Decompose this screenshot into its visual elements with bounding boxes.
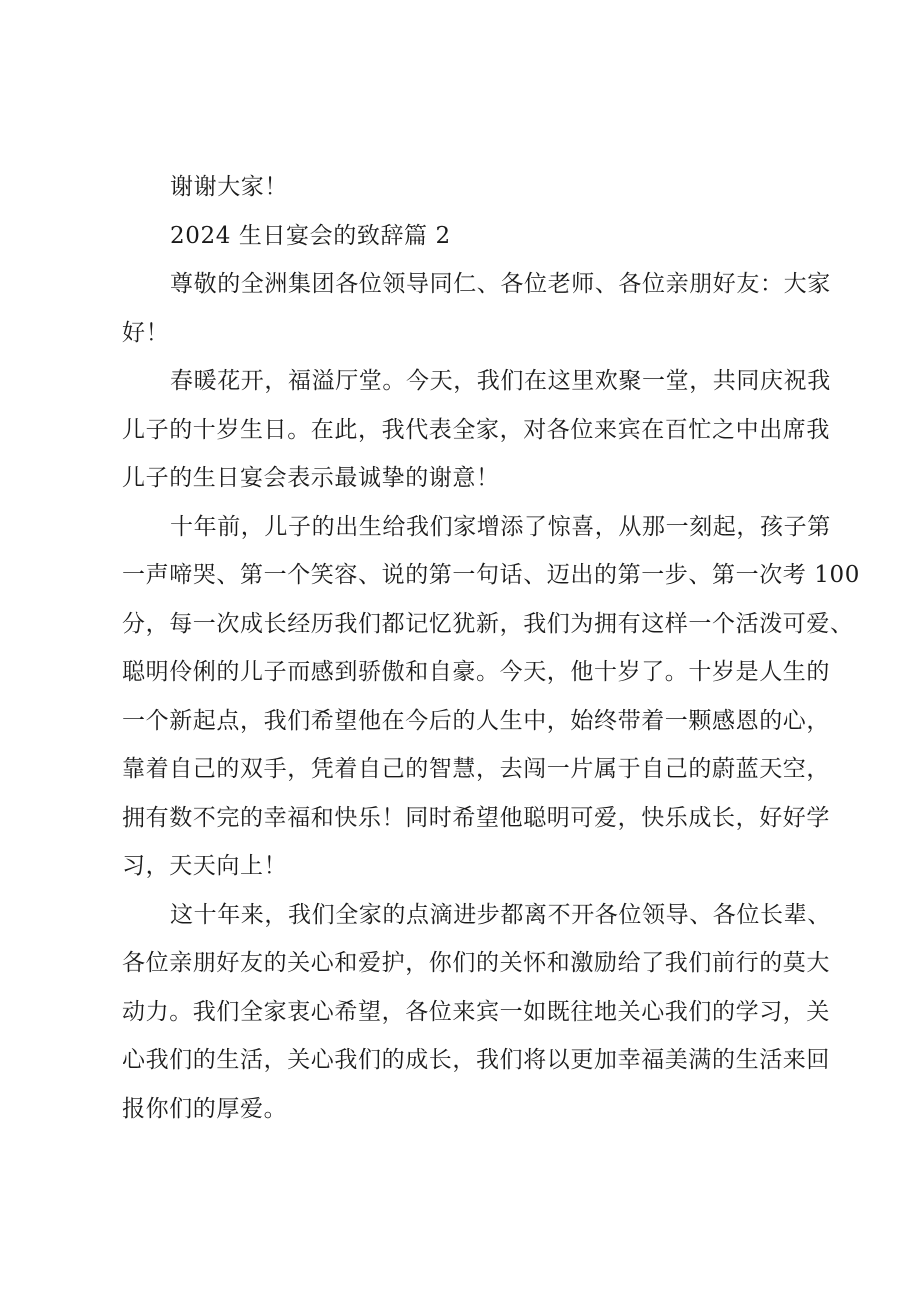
text-line: 尊敬的全洲集团各位领导同仁、各位老师、各位亲朋好友：大家 — [170, 271, 831, 297]
text-line: 各位亲朋好友的关心和爱护，你们的关怀和激励给了我们前行的莫大 — [122, 950, 830, 976]
text-line: 好！ — [122, 319, 170, 346]
text-line: 报你们的厚爱。 — [122, 1095, 288, 1122]
document-body — [122, 163, 861, 1133]
text-line: 这十年来，我们全家的点滴进步都离不开各位领导、各位长辈、 — [170, 901, 831, 928]
text-line: 习，天天向上！ — [122, 853, 288, 879]
text-line: 分，每一次成长经历我们都记忆犹新，我们为拥有这样一个活泼可爱、 — [122, 610, 854, 637]
text-line: 拥有数不完的幸福和快乐！同时希望他聪明可爱，快乐成长，好好学 — [122, 804, 830, 831]
section-title: 2024 生日宴会的致辞篇 2 — [170, 222, 451, 249]
text-line: 春暖花开，福溢厅堂。今天，我们在这里欢聚一堂，共同庆祝我 — [170, 368, 831, 394]
text-line: 动力。我们全家衷心希望，各位来宾一如既往地关心我们的学习，关 — [122, 998, 830, 1025]
text-line: 一声啼哭、第一个笑容、说的第一句话、迈出的第一步、第一次考 100 — [122, 562, 861, 588]
text-line: 心我们的生活，关心我们的成长，我们将以更加幸福美满的生活来回 — [122, 1047, 830, 1073]
text-line: 聪明伶俐的儿子而感到骄傲和自豪。今天，他十岁了。十岁是人生的 — [122, 659, 830, 685]
text-line: 十年前，儿子的出生给我们家增添了惊喜，从那一刻起，孩子第 — [170, 513, 831, 540]
text-line: 谢谢大家！ — [170, 174, 288, 200]
text-line: 靠着自己的双手，凭着自己的智慧，去闯一片属于自己的蔚蓝天空， — [122, 756, 830, 782]
text-line: 儿子的十岁生日。在此，我代表全家，对各位来宾在百忙之中出席我 — [122, 416, 830, 443]
text-line: 儿子的生日宴会表示最诚挚的谢意！ — [122, 465, 500, 491]
text-line: 一个新起点，我们希望他在今后的人生中，始终带着一颗感恩的心， — [122, 707, 830, 734]
